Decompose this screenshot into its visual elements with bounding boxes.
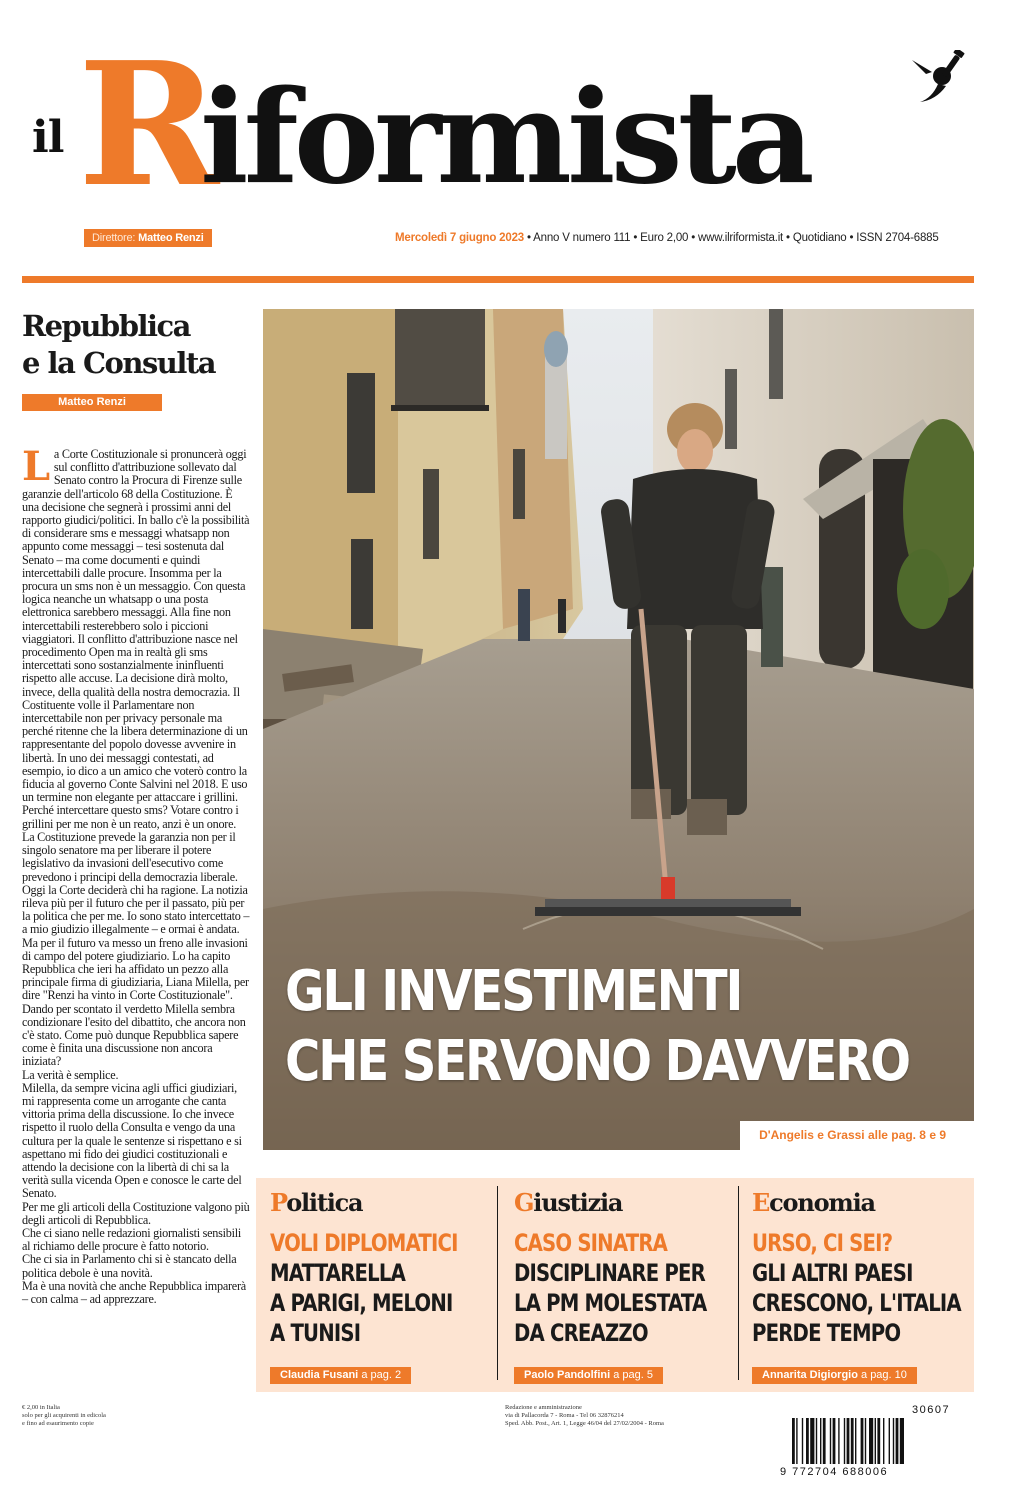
section-kicker: CASO SINATRA [514, 1229, 668, 1257]
section-author: Claudia Fusani [280, 1369, 359, 1381]
footer-line: € 2,00 in Italia [22, 1404, 60, 1411]
cover-headline [285, 957, 909, 1097]
editorial-paragraph: Per me gli articoli della Costituzione valgono più degli articoli di Repubblica. [22, 1199, 250, 1227]
section-author-tag [752, 1367, 917, 1384]
editorial-paragraph: Milella, da sempre vicina agli uffici giudiziari, mi rappresenta come un arrogante che canta vittoria prima della discussione. Io che invece rispetto il ruolo della Consulta e vengo da una cultura per la quale le sentenze si rispettano e si aspettano mi fido dei giudici costituzionali e attendo la decisione con la libertà di chi sa la verità sulla vicenda Open e conosce le carte del Senato. [22, 1080, 242, 1201]
barcode-number: 9 772704 688006 [780, 1466, 889, 1478]
issue-info-line [395, 230, 955, 246]
headline-line: DISCIPLINARE PER [514, 1259, 705, 1287]
section-page: a pag. 5 [613, 1369, 653, 1381]
section-name: iustizia [533, 1188, 623, 1217]
section-economia [738, 1178, 974, 1392]
logo-bird-icon [902, 50, 966, 110]
headline-line: GLI ALTRI PAESI [752, 1259, 913, 1287]
editorial-title-line: Repubblica [22, 309, 190, 343]
footer-line: via di Pallacorda 7 - Roma - Tel 06 32876214 [505, 1412, 624, 1419]
editorial-author-badge: Matteo Renzi [22, 394, 162, 411]
editorial-paragraph: Oggi la Corte deciderà chi ha ragione. La notizia rileva più per il futuro che per il passato, più per la politica che per me. Io sono stato intercettato – a mio giudizio illegalmente – e ormai è andata. Ma per il futuro va messo un freno alle invasioni di campo del potere giudiziario. Lo ha capito Repubblica che ieri ha affidato un pezzo alla principale firma di giudiziaria, Liana Milella, per dire "Renzi ha vinto in Corte Costituzionale". Dando per scontato il verdetto Milella sembra condizionare l'esito del dibattito, che ancora non c'è stato. Come può dunque Repubblica sapere come è finita una discussione non ancora iniziata? [22, 882, 250, 1069]
footer-line: Redazione e amministrazione [505, 1404, 582, 1411]
section-page: a pag. 10 [861, 1369, 907, 1381]
editorial-title-line: e la Consulta [22, 346, 216, 380]
section-divider [497, 1186, 498, 1380]
editorial-paragraph: Ma è una novità che anche Repubblica imparerà – con calma – ad apprezzare. [22, 1278, 246, 1306]
editorial-paragraph: La verità è semplice. [22, 1067, 119, 1082]
section-title [270, 1188, 362, 1217]
editorial-body [22, 443, 250, 1306]
editorial-paragraph: Che ci siano nelle redazioni giornalisti sensibili al richiamo delle procure è fatto notorio. [22, 1225, 242, 1254]
footer-editorial-address [505, 1404, 765, 1428]
section-initial: P [270, 1188, 287, 1217]
cover-photo [263, 309, 974, 1150]
section-politica [256, 1178, 496, 1392]
paragraph-text: a Corte Costituzionale si pronuncerà oggi sul conflitto d'attribuzione sollevato dal Senato contro la Procura di Firenze sulle garanzie dell'articolo 68 della Costituzione. È una decisione che segnerà i prossimi anni del rapporto giudici/politici. In ballo c'è la possibilità di considerare sms e messaggi whatsapp non appunto come messaggi – tesi sostenuta dal Senato – ma come documenti e quindi intercettabili dalle procure. Insomma per la procura un sms non è un messaggio. Con questa logica neanche un whatsapp o una posta elettronica sarebbero messaggi. Alla fine non intercettabili resterebbero solo i piccioni viaggiatori. Il conflitto d'attribuzione nasce nel procedimento Open ma in realtà gli sms intercettati sono sostanzialmente ininfluenti rispetto alle accuse. La decisione dirà molto, invece, della qualità della nostra democrazia. Il Costituente volle il Parlamentare non intercettabile non per privacy personale ma perché ritenne che la libera determinazione di un rappresentante del popolo dovesse avvenire in libertà. In uno dei messaggi contestati, ad esempio, io dico a un amico che voterò contro la fiducia al governo Conte Salvini nel 2018. E uso un termine non elegante per attaccare i grillini. Perché intercettare questo sms? Votare contro i grillini per me non è un reato, anzi è un onore. La Costituzione prevede la garanzia non per il singolo senatore ma per liberare il potere legislativo da invasioni dell'esecutivo come prevedono i principi della democrazia liberale. [22, 447, 250, 884]
issue-details: • Anno V numero 111 • Euro 2,00 • www.ilriformista.it • Quotidiano • ISSN 2704-6885 [526, 232, 939, 244]
section-teasers [256, 1178, 974, 1392]
editorial-paragraph: Che ci sia in Parlamento chi si è stancato della politica debole è una novità. [22, 1252, 237, 1280]
section-author-tag [270, 1367, 411, 1384]
headline-line: PERDE TEMPO [752, 1319, 901, 1347]
section-initial: E [752, 1188, 770, 1217]
section-kicker: VOLI DIPLOMATICI [270, 1229, 458, 1257]
section-author-tag [514, 1367, 663, 1384]
section-headline [270, 1258, 452, 1348]
headline-line: MATTARELLA [270, 1259, 406, 1287]
logo-initial: R [78, 25, 216, 225]
barcode-issue: 30607 [912, 1404, 951, 1416]
director-label: Direttore: [92, 232, 136, 244]
editorial-paragraph [22, 443, 250, 884]
section-giustizia [500, 1178, 738, 1392]
logo-wordmark: iformista [200, 63, 810, 213]
section-title [752, 1188, 875, 1217]
section-author: Paolo Pandolfini [524, 1369, 611, 1381]
headline-line: LA PM MOLESTATA [514, 1289, 707, 1317]
masthead [0, 0, 1016, 290]
issue-date: Mercoledì 7 giugno 2023 [395, 232, 524, 244]
section-headline [752, 1258, 961, 1348]
editorial-header [22, 308, 250, 411]
footer-price-note [22, 1404, 182, 1428]
section-initial: G [514, 1188, 534, 1217]
footer-line: solo per gli acquirenti in edicola [22, 1412, 106, 1419]
director-badge [84, 229, 212, 247]
section-name: olitica [286, 1188, 363, 1217]
cover-headline-line: CHE SERVONO DAVVERO [285, 1029, 909, 1094]
masthead-divider [22, 276, 974, 283]
headline-line: CRESCONO, L'ITALIA [752, 1289, 961, 1317]
section-kicker: URSO, CI SEI? [752, 1229, 893, 1257]
headline-line: A PARIGI, MELONI [270, 1289, 453, 1317]
cover-headline-line: GLI INVESTIMENTI [285, 959, 742, 1024]
editorial-title [22, 308, 250, 382]
director-name: Matteo Renzi [138, 232, 204, 244]
footer-line: Sped. Abb. Post., Art. 1, Legge 46/04 del 27/02/2004 - Roma [505, 1420, 664, 1427]
section-author: Annarita Digiorgio [762, 1369, 858, 1381]
headline-line: A TUNISI [270, 1319, 361, 1347]
barcode [772, 1404, 972, 1482]
footer-line: e fino ad esaurimento copie [22, 1420, 94, 1427]
cover-credit: D'Angelis e Grassi alle pag. 8 e 9 [740, 1121, 974, 1150]
headline-line: DA CREAZZO [514, 1319, 648, 1347]
section-page: a pag. 2 [361, 1369, 402, 1381]
logo-prefix: il [32, 112, 64, 163]
section-title [514, 1188, 622, 1217]
drop-cap: L [22, 443, 50, 490]
section-headline [514, 1258, 706, 1348]
section-name: conomia [769, 1188, 875, 1217]
